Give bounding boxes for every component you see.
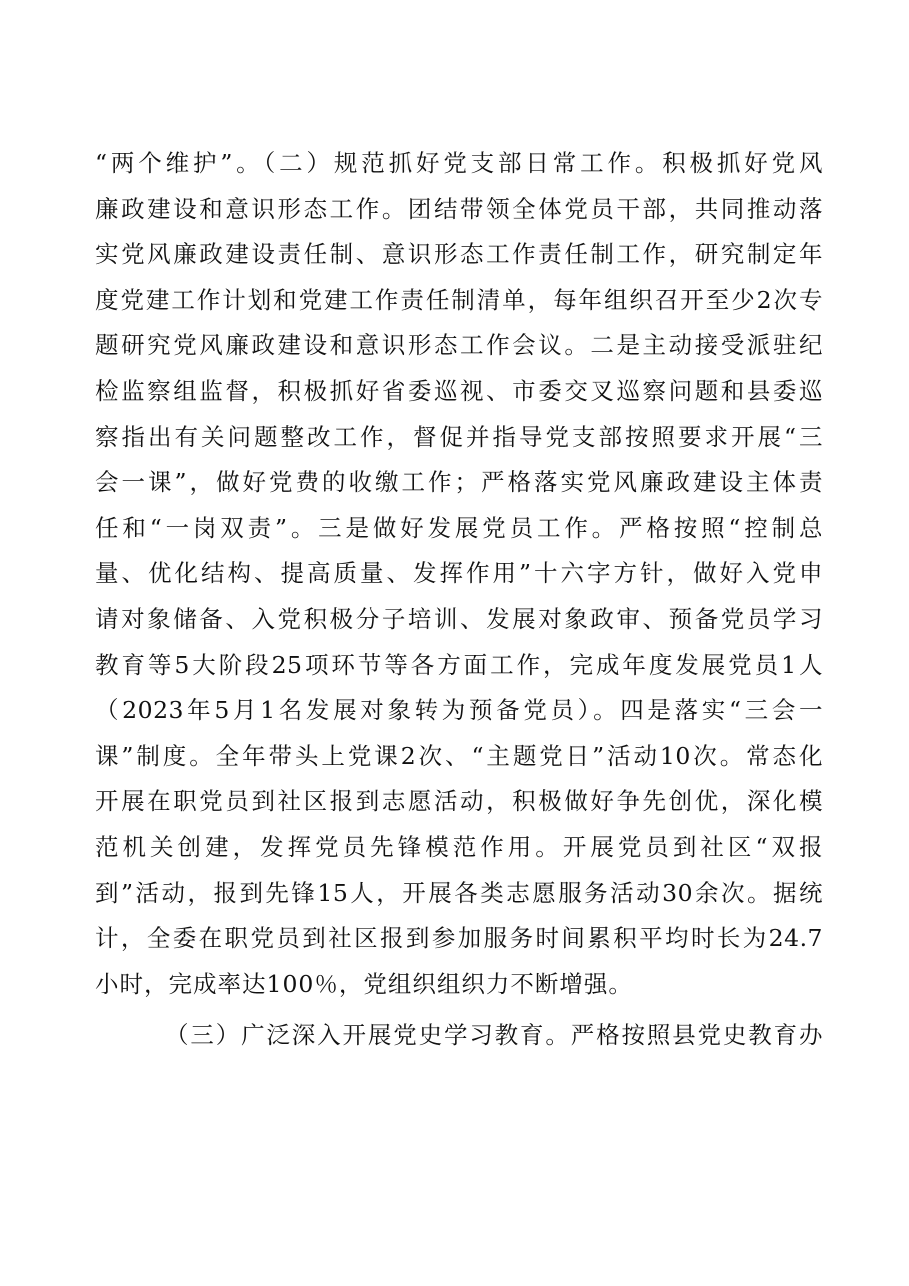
- text-line: 课”制度。全年带头上党课2次、“主题党日”活动10次。常态化: [95, 741, 823, 770]
- text-line: 请对象储备、入党积极分子培训、发展对象政审、预备党员学习: [95, 604, 823, 633]
- text-line: 计，全委在职党员到社区报到参加服务时间累积平均时长为24.7: [95, 924, 823, 953]
- text-line: 廉政建设和意识形态工作。团结带领全体党员干部，共同推动落: [95, 194, 823, 223]
- text-line: “两个维护”。（二）规范抓好党支部日常工作。积极抓好党风: [95, 149, 823, 177]
- text-line: 任和“一岗双责”。三是做好发展党员工作。严格按照“控制总: [95, 513, 823, 542]
- text-line: 察指出有关问题整改工作，督促并指导党支部按照要求开展“三: [95, 422, 823, 451]
- text-line: 到”活动，报到先锋15人，开展各类志愿服务活动30余次。据统: [95, 878, 823, 907]
- text-line: 实党风廉政建设责任制、意识形态工作责任制工作，研究制定年: [95, 240, 823, 269]
- text-line: 题研究党风廉政建设和意识形态工作会议。二是主动接受派驻纪: [95, 331, 823, 360]
- text-line: 教育等5大阶段25项环节等各方面工作，完成年度发展党员1人: [95, 650, 823, 679]
- paragraph-last-line: 小时，完成率达100％，党组织组织力不断增强。: [95, 969, 633, 998]
- text-line: 度党建工作计划和党建工作责任制清单，每年组织召开至少2次专: [95, 285, 823, 314]
- text-line: 会一课”，做好党费的收缴工作；严格落实党风廉政建设主体责: [95, 468, 823, 497]
- section-heading-line: （三）广泛深入开展党史学习教育。严格按照县党史教育办: [165, 1021, 823, 1050]
- text-line: 量、优化结构、提高质量、发挥作用”十六字方针，做好入党申: [95, 559, 823, 588]
- text-line: 开展在职党员到社区报到志愿活动，积极做好争先创优，深化模: [95, 787, 823, 816]
- text-line: 范机关创建，发挥党员先锋模范作用。开展党员到社区“双报: [95, 832, 823, 861]
- body-text: [95, 141, 823, 1059]
- text-line: （2023年5月1名发展对象转为预备党员）。四是落实“三会一: [95, 696, 823, 725]
- text-line: 检监察组监督，积极抓好省委巡视、市委交叉巡察问题和县委巡: [95, 376, 823, 405]
